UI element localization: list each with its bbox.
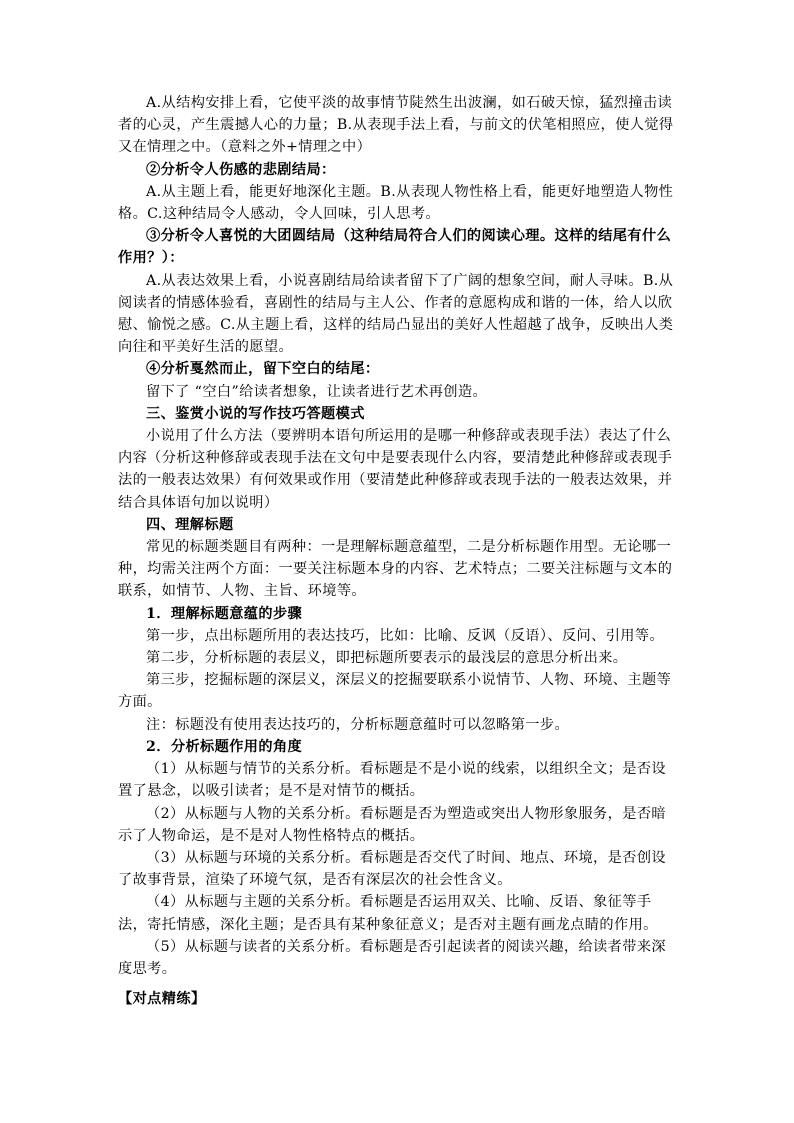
paragraph: A.从表达效果上看，小说喜剧结局给读者留下了广阔的想象空间，耐人寻味。B.从阅读者的情感体验看，喜剧性的结局与主人公、作者的意愿构成和谐的一体，给人以欣慰、愉悦之感。C.从主题上看，这样的结局凸显出的美好人性超越了战争，反映出人类向往和平美好生活的愿望。	[118, 272, 674, 356]
section-heading: 四、理解标题	[146, 516, 234, 533]
paragraph: 第一步，点出标题所用的表达技巧，比如：比喻、反讽（反语）、反问、引用等。	[146, 627, 665, 644]
paragraph: （3）从标题与环境的关系分析。看标题是否交代了时间、地点、环境，是否创设了故事背景，渲染了环境气氛，是否有深层次的社会性含义。	[118, 849, 666, 889]
paragraph: 注：标题没有使用表达技巧的，分析标题意蕴时可以忽略第一步。	[146, 716, 570, 733]
document-body	[118, 92, 678, 980]
paragraph: A.从主题上看，能更好地深化主题。B.从表现人物性格上看，能更好地塑造人物性格。C.这种结局令人感动，令人回味，引人思考。	[118, 183, 674, 223]
paragraph: A.从结构安排上看，它使平淡的故事情节陡然生出波澜，如石破天惊，猛烈撞击读者的心灵，产生震撼人心的力量；B.从表现手法上看，与前文的伏笔相照应，使人觉得又在情理之中。（意料之外+情理之中）	[118, 95, 674, 156]
paragraph: 第三步，挖掘标题的深层义，深层义的挖掘要联系小说情节、人物、环境、主题等方面。	[118, 672, 672, 711]
section-heading: ③分析令人喜悦的大团圆结局（这种结局符合人们的阅读心理。这样的结尾有什么作用？）：	[118, 228, 672, 267]
practice-heading: 【对点精练】	[118, 991, 206, 1007]
section-heading: 三、鉴赏小说的写作技巧答题模式	[146, 405, 365, 422]
paragraph: （1）从标题与情节的关系分析。看标题是不是小说的线索，以组织全文；是否设置了悬念，以吸引读者；是不是对情节的概括。	[118, 761, 666, 800]
section-heading: ②分析令人伤感的悲剧结局：	[146, 161, 336, 178]
paragraph: 留下了 “空白”给读者想象，让读者进行艺术再创造。	[146, 383, 488, 400]
section-heading: 2．分析标题作用的角度	[146, 738, 303, 755]
paragraph: 常见的标题类题目有两种：一是理解标题意蕴型，二是分析标题作用型。无论哪一种，均需关注两个方面：一要关注标题本身的内容、艺术特点；二要关注标题与文本的联系，如情节、人物、主旨、环境等。	[118, 539, 673, 600]
paragraph: 小说用了什么方法（要辨明本语句所运用的是哪一种修辞或表现手法）表达了什么内容（分析这种修辞或表现手法在文句中是要表现什么内容，要清楚此种修辞或表现手法的一般表达效果）有何效果或作用（要清楚此种修辞或表现手法的一般表达效果，并结合具体语句加以说明）	[118, 428, 673, 511]
paragraph: （2）从标题与人物的关系分析。看标题是否为塑造或突出人物形象服务，是否暗示了人物命运，是不是对人物性格特点的概括。	[118, 805, 666, 844]
section-heading: ④分析戛然而止，留下空白的结尾：	[146, 361, 380, 378]
paragraph: 第二步，分析标题的表层义，即把标题所要表示的最浅层的意思分析出来。	[146, 650, 628, 667]
paragraph: （5）从标题与读者的关系分析。看标题是否引起读者的阅读兴趣，给读者带来深度思考。	[118, 938, 666, 977]
section-heading: 1．理解标题意蕴的步骤	[146, 605, 303, 622]
paragraph: （4）从标题与主题的关系分析。看标题是否运用双关、比喻、反语、象征等手法，寄托情感，深化主题；是否具有某种象征意义；是否对主题有画龙点睛的作用。	[118, 894, 658, 933]
